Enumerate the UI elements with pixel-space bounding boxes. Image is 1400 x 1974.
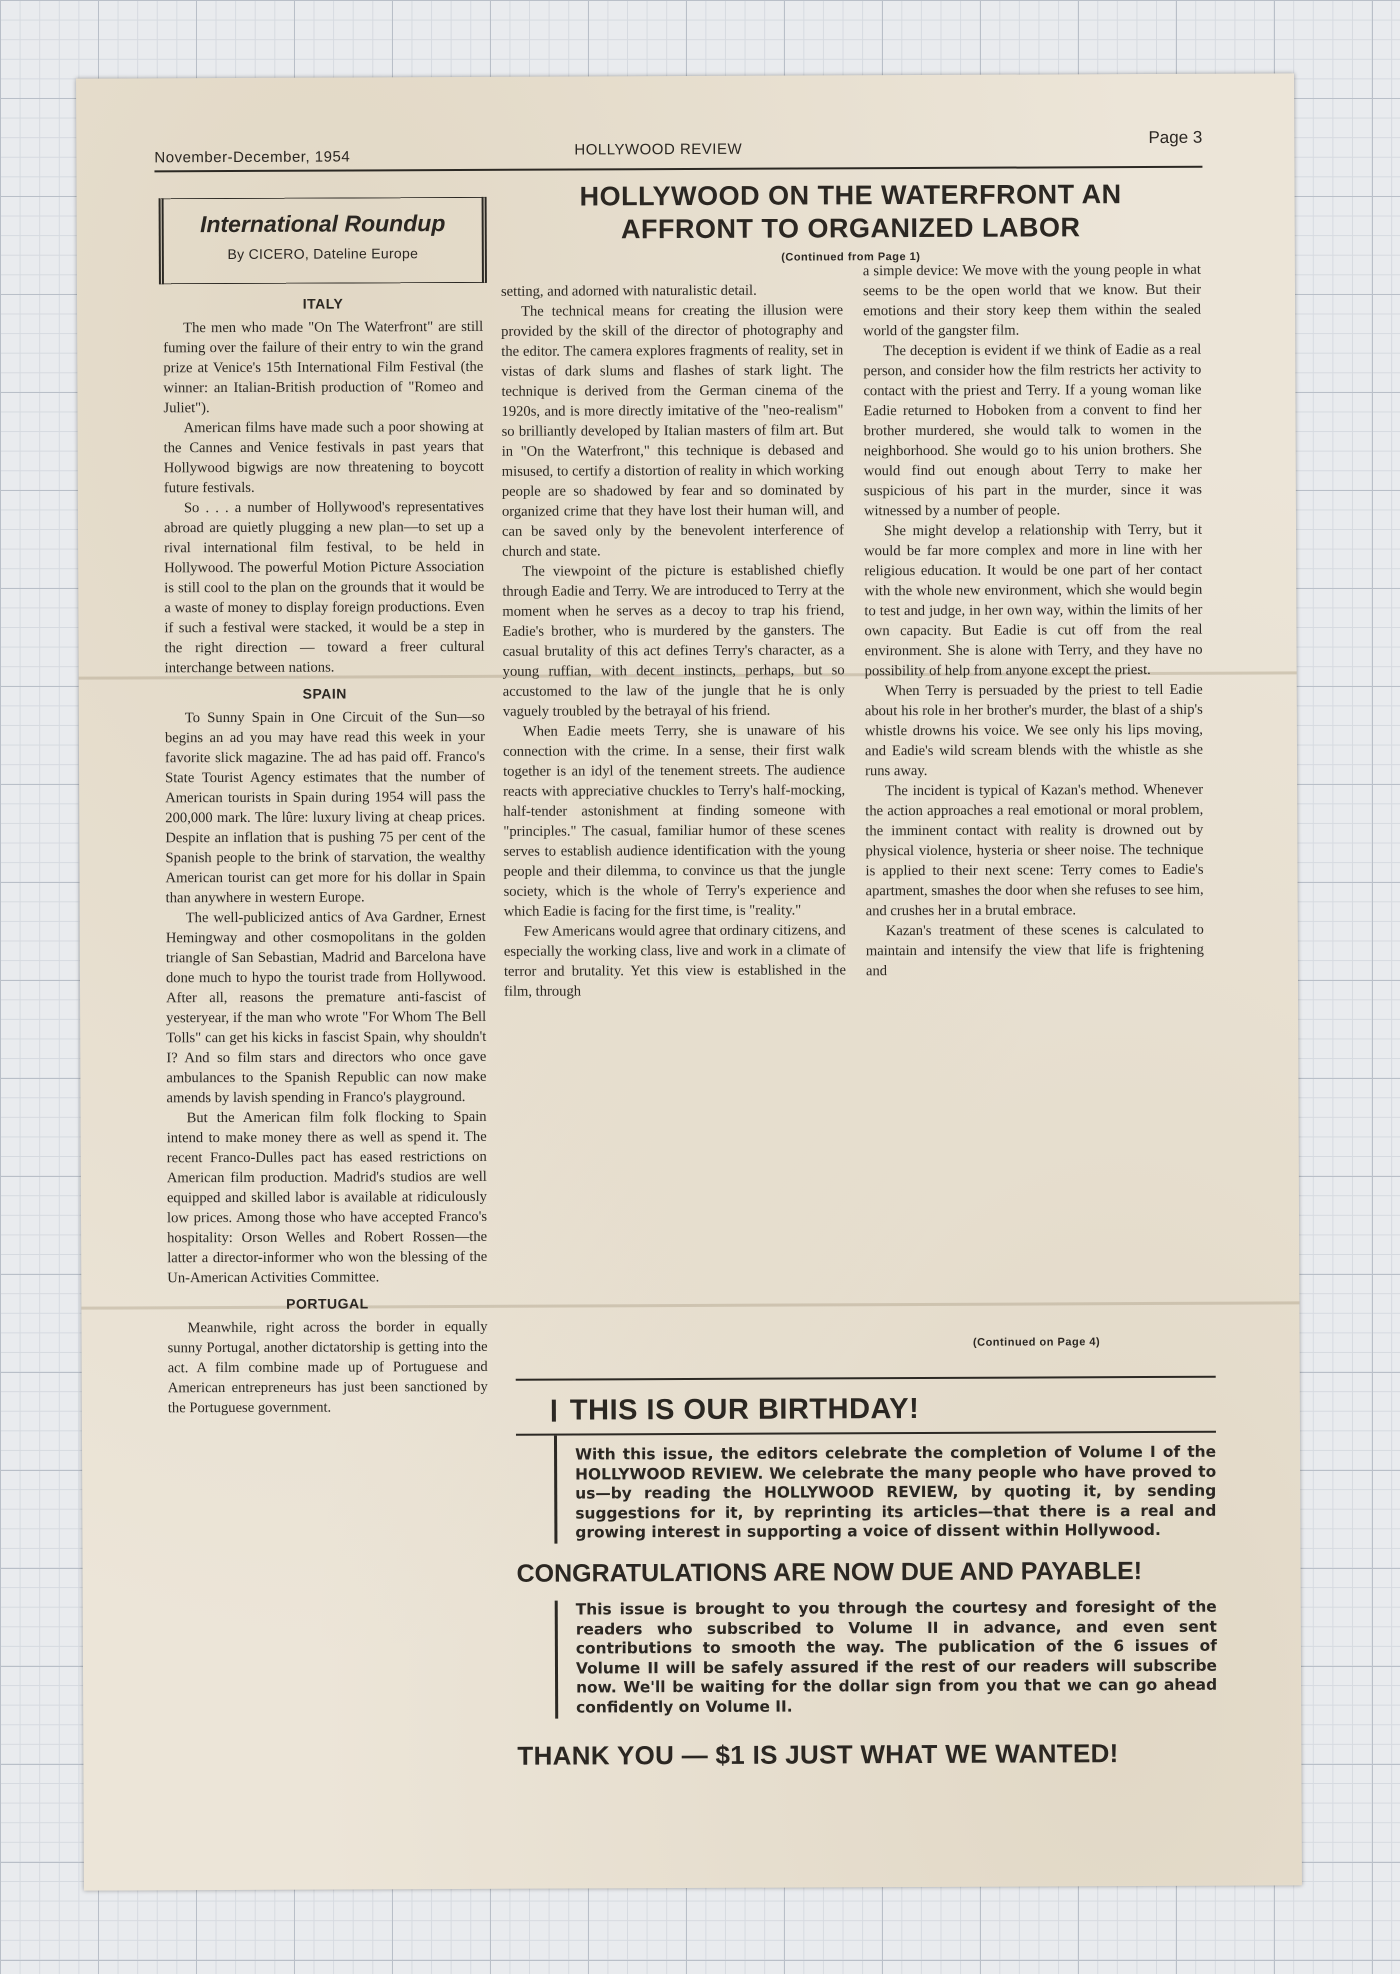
paragraph: To Sunny Spain in One Circuit of the Sun—so begins an ad you may have read this week in your favorite slick magazine. The ad has paid off. Franco's State Tourist Agency estimates that the number of American tourists in Spain during 1954 will pass the 200,000 mark. The lûre: luxury living at cheap prices. Despite an inflation that is pushing 75 per cent of the Spanish people to the brink of starvation, the wealthy American tourist can get more for his dollar in Spain than anywhere in western Europe. — [164, 708, 486, 907]
paragraph: She might develop a relationship with Terry, but it would be far more complex and more in line with her religious education. It would be one part of her contact with the whole new environment, which she would begin to test and judge, in her own way, within the limits of her own capacity. But Eadie is cut off from the real environment. She is alone with Terry, and they have no possibility of help from anyone except the priest. — [864, 521, 1203, 680]
page-number: Page 3 — [1148, 127, 1203, 147]
section-heading-portugal: PORTUGAL — [286, 1295, 369, 1312]
section-heading-spain: SPAIN — [302, 685, 347, 702]
continued-from-note: (Continued from Page 1) — [781, 250, 921, 264]
heading-bar — [552, 1400, 556, 1422]
article-column-2 — [501, 280, 846, 1001]
subscription-paragraph: This issue is brought to you through the courtesy and foresight of the readers who subscribed to Volume II in advance, and even sent contributions to smooth the way. The publication of the 6 issues of Volume II will be safely assured if the rest of our readers will subscribe now. We'll be waiting for the dollar sign from you that we can go ahead confidently on Volume II. — [555, 1598, 1218, 1718]
paragraph: Meanwhile, right across the border in equally sunny Portugal, another dictatorship is getting into the act. A film combine made up of Portuguese and American entrepreneurs has just been sanctioned by the Portuguese government. — [167, 1318, 488, 1417]
headline-line: AFFRONT TO ORGANIZED LABOR — [620, 212, 1081, 245]
issue-date: November-December, 1954 — [154, 148, 351, 167]
paragraph: So . . . a number of Hollywood's representatives abroad are quietly plugging a new plan—to set up a rival international film festival, to be held in Hollywood. The powerful Motion Picture Association is still cool to the plan on the grounds that it would be a waste of money to display foreign productions. Even if such a festival were stacked, it would be a step in the right direction — toward a freer cultural interchange between nations. — [163, 498, 485, 677]
roundup-column — [163, 287, 488, 1418]
continued-on-note: (Continued on Page 4) — [972, 1336, 1101, 1349]
paragraph: When Eadie meets Terry, she is unaware of his connection with the crime. In a sense, their first walk together is an idyl of the tenement streets. The audience reacts with appreciative chuckles to Terry's half-mocking, half-tender astonishment at finding someone with "principles." The casual, familiar humor of these scenes serves to establish audience identification with the young people and their dilemma, to convince us that the jungle society, which is the whole of Terry's experience and which Eadie is facing for the first time, is "reality." — [502, 722, 846, 920]
masthead — [154, 126, 1202, 173]
roundup-title-box — [159, 197, 487, 284]
paragraph: setting, and adorned with naturalistic detail. — [500, 282, 757, 300]
birthday-heading-text: THIS IS OUR BIRTHDAY! — [569, 1392, 920, 1427]
birthday-heading — [516, 1378, 1216, 1436]
newspaper-page — [76, 73, 1302, 1890]
birthday-paragraph: With this issue, the editors celebrate the completion of Volume I of the HOLLYWOOD REVIEW. We celebrate the many people who have proved to us—by reading the HOLLYWOOD REVIEW, by quoting it, by sending suggestions for it, by reprinting its articles—that there is a real and growing interest in supporting a voice of dissent within Hollywood. — [554, 1433, 1216, 1544]
paragraph: The incident is typical of Kazan's method. Whenever the action approaches a real emotional or moral problem, the imminent contact with reality is drowned out by physical violence, hysteria or sheer noise. The technique is applied to their next scene: Terry comes to Eadie's apartment, smashes the door when she refuses to see him, and crushes her in a brutal embrace. — [865, 781, 1204, 920]
roundup-title: International Roundup — [199, 210, 446, 238]
article-headline — [501, 178, 1201, 247]
section-heading-italy: ITALY — [302, 295, 344, 312]
birthday-announcement — [516, 1376, 1218, 1772]
paragraph: When Terry is persuaded by the priest to tell Eadie about his role in her brother's murder, the blast of a ship's whistle drowns his voice. We see only his lips moving, and Eadie's wild scream blends with the whistle as she runs away. — [864, 681, 1204, 780]
paragraph: American films have made such a poor showing at the Cannes and Venice festivals in past years that Hollywood bigwigs are now threatening to boycott future festivals. — [163, 418, 484, 497]
paragraph: The men who made "On The Waterfront" are still fuming over the failure of their entry to win the grand prize at Venice's 15th International Film Festival (the winner: an Italian-British production of "Romeo and Juliet"). — [163, 318, 484, 417]
paragraph: The well-publicized antics of Ava Gardner, Ernest Hemingway and other cosmopolitans in the golden triangle of San Sebastian, Madrid and Barcelona have done much to hypo the tourist trade from Hollywood. After all, reasons the premature anti-fascist of yesteryear, if the man who wrote "For Whom The Bell Tolls" can get his kicks in fascist Spain, why shouldn't I? And so film stars and directors who once gave ambulances to the Spanish Republic can now make amends by lavish spending in Franco's playground. — [165, 908, 487, 1107]
roundup-byline: By CICERO, Dateline Europe — [227, 245, 419, 263]
paragraph: The viewpoint of the picture is established chiefly through Eadie and Terry. We are introduced to Terry at the moment when he serves as a decoy to trap his friend, Eadie's brother, who is murdered by the gansters. The casual brutality of this act defines Terry's character, as a young ruffian, with decent instincts, perhaps, but so accustomed to the law of the jungle that he is only vaguely troubled by the betrayal of his friend. — [502, 562, 845, 720]
paragraph: Few Americans would agree that ordinary citizens, and especially the working class, live and work in a climate of terror and brutality. Yet this view is established in the film, through — [503, 922, 846, 1000]
paragraph: The technical means for creating the illusion were provided by the skill of the director of photography and the editor. The camera explores fragments of reality, set in vistas of dark slums and flashes of stark light. The technique is derived from the German cinema of the 1920s, and is more directly imitative of the "neo-realism" so brilliantly developed by Italian masters of film art. But in "On the Waterfront," this technique is debased and misused, to certify a distortion of reality in which working people are so shadowed by fear and so dominated by organized crime that they have lost their human will, and can be saved only by the benevolent interference of church and state. — [501, 302, 845, 560]
paragraph: Kazan's treatment of these scenes is calculated to maintain and intensify the view that life is frightening and — [865, 921, 1204, 980]
paragraph: But the American film folk flocking to Spain intend to make money there as well as spend it. The recent Franco-Dulles pact has eased restrictions on American film production. Madrid's studios are well equipped and skilled labor is available at ridiculously low prices. Among those who have accepted Franco's hospitality: Orson Welles and Robert Rossen—the latter a director-informer who won the blessing of the Un-American Activities Committee. — [166, 1108, 488, 1287]
congrats-heading: CONGRATULATIONS ARE NOW DUE AND PAYABLE! — [516, 1556, 1143, 1588]
paragraph: The deception is evident if we think of Eadie as a real person, and consider how the film restricts her activity to contact with the priest and Terry. If a young woman like Eadie returned to Hoboken from a convent to find her brother murdered, she would talk to women in the neighborhood. She would go to his union brothers. She would find out enough about Terry to make her suspicious of his part in the murder, since it was witnessed by a number of people. — [863, 341, 1202, 520]
thanks-line: THANK YOU — $1 IS JUST WHAT WE WANTED! — [517, 1737, 1119, 1771]
article-column-3 — [863, 260, 1204, 981]
paragraph: a simple device: We move with the young people in what seems to be the open world that we know. But their emotions and their story keep them within the sealed world of the gangster film. — [862, 261, 1202, 340]
headline-line: HOLLYWOOD ON THE WATERFRONT AN — [579, 179, 1122, 212]
publication-name: HOLLYWOOD REVIEW — [574, 140, 743, 159]
